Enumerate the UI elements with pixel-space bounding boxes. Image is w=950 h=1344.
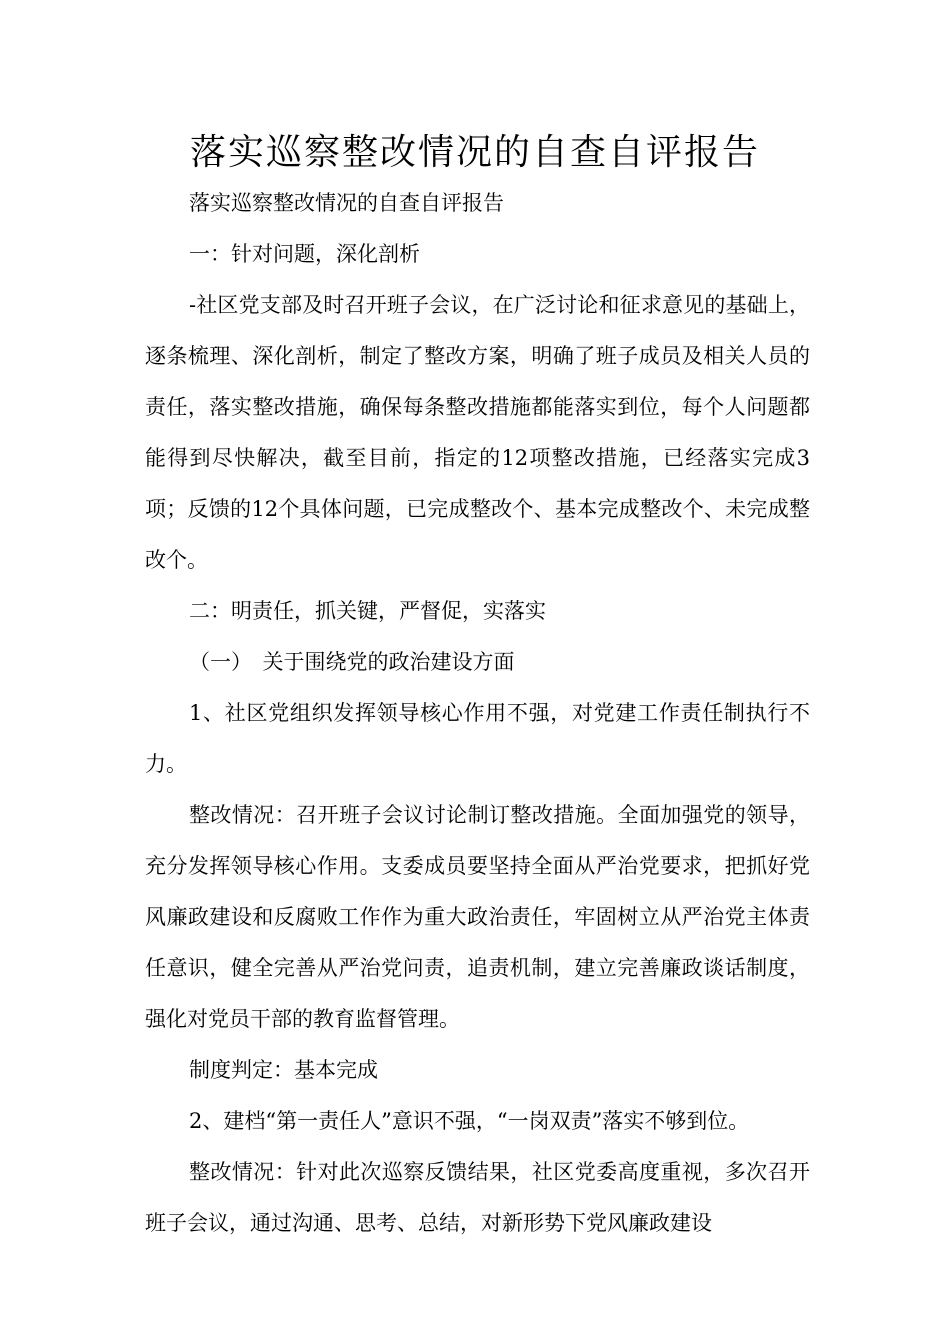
subtitle-paragraph: 落实巡察整改情况的自查自评报告 — [189, 191, 504, 215]
rectification-paragraph-2: 整改情况：针对此次巡察反馈结果，社区党委高度重视，多次召开班子会议，通过沟通、思考、总结，对新形势下党风廉政建设 — [145, 1160, 810, 1235]
body-paragraph: -社区党支部及时召开班子会议，在广泛讨论和征求意见的基础上，逐条梳理、深化剖析，制定了整改方案，明确了班子成员及相关人员的责任，落实整改措施，确保每条整改措施都能落实到位，每个人问题都能得到尽快解决，截至目前，指定的12项整改措施，已经落实完成3项；反馈的12个具体问题，已完成整改个、基本完成整改个、未完成整改个。 — [145, 293, 810, 572]
section-heading-1: 一：针对问题，深化剖析 — [189, 242, 420, 266]
rectification-paragraph-1: 整改情况：召开班子会议讨论制订整改措施。全面加强党的领导，充分发挥领导核心作用。支委成员要坚持全面从严治党要求，把抓好党风廉政建设和反腐败工作作为重大政治责任，牢固树立从严治党主体责任意识，健全完善从严治党问责，追责机制，建立完善廉政谈话制度，强化对党员干部的教育监督管理。 — [145, 803, 810, 1031]
subsection-heading: （一） 关于围绕党的政治建设方面 — [189, 650, 515, 674]
document-title: 落实巡察整改情况的自查自评报告 — [189, 132, 760, 173]
section-heading-2: 二：明责任，抓关键，严督促，实落实 — [189, 599, 546, 623]
issue-paragraph-2: 2、建档“第一责任人”意识不强，“一岗双责”落实不够到位。 — [189, 1109, 750, 1133]
document-body — [145, 178, 810, 1249]
judgement-paragraph: 制度判定：基本完成 — [189, 1058, 378, 1082]
issue-paragraph-1: 1、社区党组织发挥领导核心作用不强，对党建工作责任制执行不力。 — [145, 701, 810, 776]
